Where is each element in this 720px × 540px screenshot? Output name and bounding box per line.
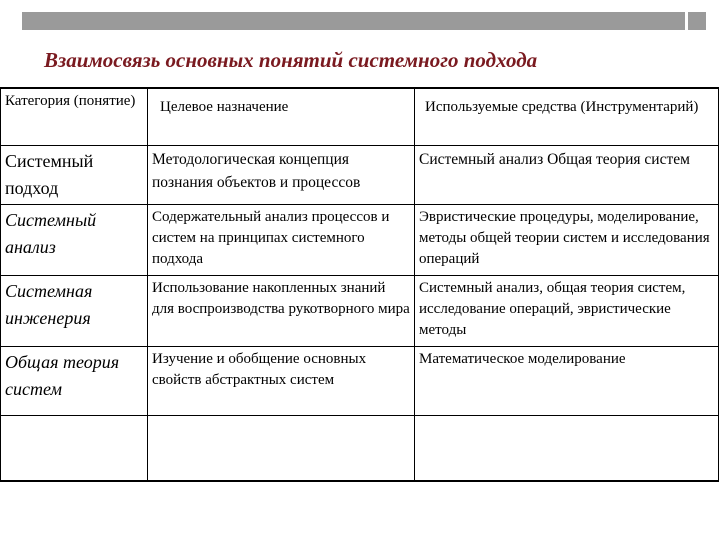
row-category: Общая теория систем	[1, 347, 148, 416]
row-category: Системный анализ	[1, 205, 148, 276]
empty-cell	[1, 416, 148, 482]
header-purpose: Целевое назначение	[148, 88, 415, 146]
row-category: Системная инженерия	[1, 276, 148, 347]
table-row	[1, 276, 719, 347]
slide-corner-square	[688, 12, 706, 30]
row-tools: Математическое моделирование	[415, 347, 719, 416]
table-row	[1, 146, 719, 205]
header-tools: Используемые средства (Инструментарий)	[415, 88, 719, 146]
row-tools: Системный анализ, общая теория систем, исследование операций, эвристические методы	[415, 276, 719, 347]
row-purpose: Методологическая концепция познания объектов и процессов	[148, 146, 415, 205]
table-header-row	[1, 88, 719, 146]
category-text: Системный подход	[5, 151, 94, 198]
empty-table-row	[1, 416, 719, 482]
slide-top-bar	[22, 12, 685, 30]
header-category: Категория (понятие)	[1, 88, 148, 146]
row-tools: Системный анализ Общая теория систем	[415, 146, 719, 205]
table-row	[1, 347, 719, 416]
row-purpose: Изучение и обобщение основных свойств абстрактных систем	[148, 347, 415, 416]
concepts-table	[0, 87, 719, 482]
empty-cell	[415, 416, 719, 482]
row-category	[1, 146, 148, 205]
row-purpose: Использование накопленных знаний для воспроизводства рукотворного мира	[148, 276, 415, 347]
row-tools: Эвристические процедуры, моделирование, методы общей теории систем и исследования операций	[415, 205, 719, 276]
table-row	[1, 205, 719, 276]
slide-title: Взаимосвязь основных понятий системного подхода	[44, 48, 538, 72]
row-purpose: Содержательный анализ процессов и систем на принципах системного подхода	[148, 205, 415, 276]
empty-cell	[148, 416, 415, 482]
